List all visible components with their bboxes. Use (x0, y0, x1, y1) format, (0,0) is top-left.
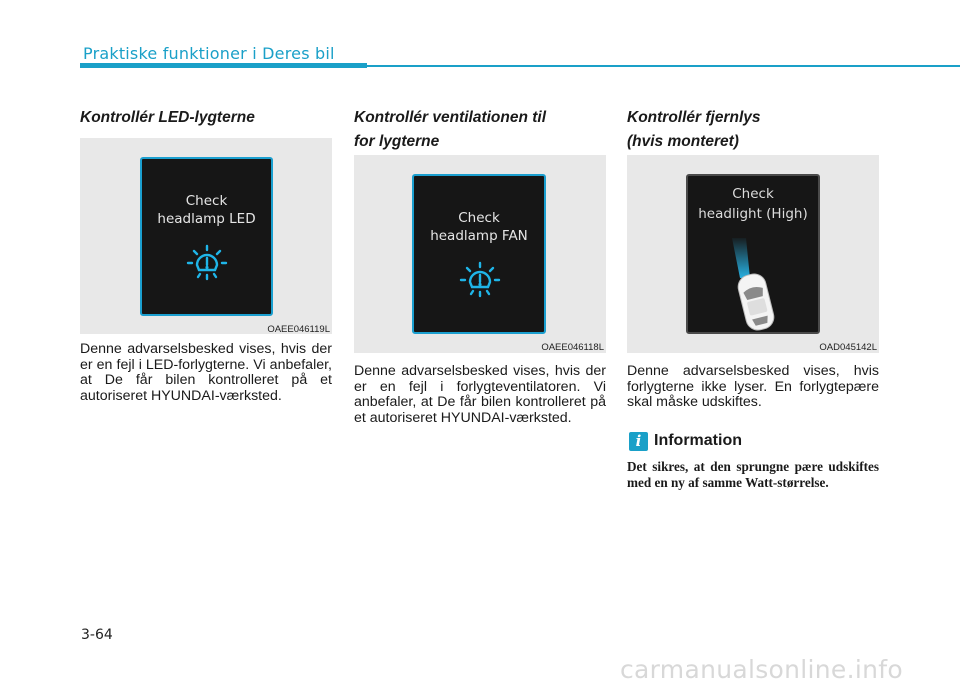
car-headlight-icon (724, 238, 784, 334)
figure-led-headlamp (80, 138, 332, 334)
heading-line: Kontrollér ventilationen til (354, 109, 547, 126)
section-body (354, 364, 606, 426)
message-line: headlamp LED (157, 211, 256, 227)
message-line: headlight (High) (698, 206, 808, 222)
headlamp-warning-icon (186, 241, 228, 283)
heading-line: Kontrollér LED-lygterne (80, 109, 255, 126)
figure-background (354, 155, 606, 353)
info-icon: i (629, 432, 648, 451)
figure-high-beam (627, 155, 879, 353)
warning-message (688, 185, 818, 223)
figure-code: OAEE046118L (541, 342, 604, 353)
figure-code: OAEE046119L (267, 324, 330, 335)
section-heading (354, 106, 606, 154)
section-led-headlamp (80, 106, 332, 130)
info-text: Det sikres, at den sprungne pære udskiftes med en ny af samme Watt-størrelse. (627, 459, 879, 490)
section-headlamp-fan (354, 106, 606, 154)
page-number: 3-64 (81, 627, 113, 643)
figure-code: OAD045142L (819, 342, 877, 353)
body-paragraph: Denne advarselsbesked vises, hvis der er en fejl i forlygteventilatoren. Vi anbefaler, at De får bilen kontrolleret på et autoriseret HYUNDAI-værksted. (354, 363, 606, 426)
heading-line: (hvis monteret) (627, 133, 739, 150)
header-rule-thick (80, 63, 367, 68)
warning-message (142, 192, 271, 228)
body-paragraph: Denne advarselsbesked vises, hvis forlygterne ikke lyser. En forlygtepære skal måske udskiftes. (627, 363, 879, 411)
cluster-display (140, 157, 273, 316)
section-high-beam (627, 106, 879, 154)
section-heading (627, 106, 879, 154)
heading-line: Kontrollér fjernlys (627, 109, 761, 126)
heading-line: for lygterne (354, 133, 440, 150)
cluster-display (412, 174, 546, 334)
watermark: carmanualsonline.info (620, 655, 903, 684)
section-heading (80, 106, 332, 130)
section-body (80, 342, 332, 404)
headlamp-warning-icon (459, 258, 501, 300)
header-rule-thin (367, 65, 960, 67)
figure-headlamp-fan (354, 155, 606, 353)
warning-message (414, 209, 544, 245)
figure-background (627, 155, 879, 353)
section-header-title: Praktiske funktioner i Deres bil (83, 44, 335, 63)
section-body (627, 364, 879, 411)
message-line: Check (185, 193, 228, 209)
figure-background (80, 138, 332, 334)
body-paragraph: Denne advarselsbesked vises, hvis der er en fejl i LED-forlygterne. Vi anbefaler, at De får bilen kontrolleret på et autoriseret HYUNDAI-værksted. (80, 341, 332, 404)
cluster-display (686, 174, 820, 334)
message-line: Check (732, 186, 774, 202)
message-line: headlamp FAN (430, 228, 528, 244)
message-line: Check (458, 210, 500, 226)
info-title: Information (654, 432, 742, 449)
